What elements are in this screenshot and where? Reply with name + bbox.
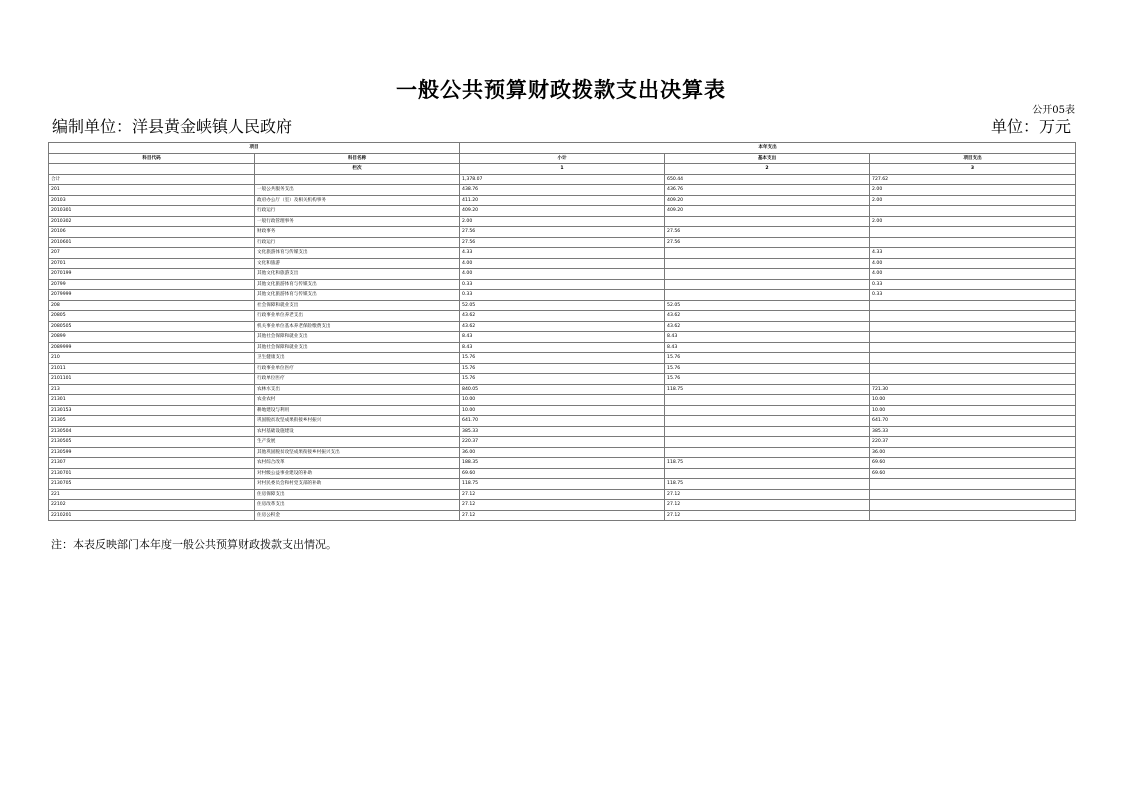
cell-project: 721.30 xyxy=(870,384,1076,395)
cell-project xyxy=(870,353,1076,364)
cell-name: 一般行政管理事务 xyxy=(255,216,460,227)
cell-code: 221 xyxy=(49,489,255,500)
cell-subtotal: 0.33 xyxy=(460,290,665,301)
cell-name: 卫生健康支出 xyxy=(255,353,460,364)
cell-basic: 52.05 xyxy=(665,300,870,311)
table-row xyxy=(49,237,1076,248)
header-code: 科目代码 xyxy=(49,153,255,164)
cell-basic xyxy=(665,395,870,406)
table-row xyxy=(49,227,1076,238)
cell-basic: 118.75 xyxy=(665,479,870,490)
cell-name xyxy=(255,174,460,185)
cell-basic: 27.12 xyxy=(665,510,870,521)
cell-code: 21307 xyxy=(49,458,255,469)
cell-subtotal: 27.12 xyxy=(460,500,665,511)
table-row xyxy=(49,206,1076,217)
cell-subtotal: 840.05 xyxy=(460,384,665,395)
cell-name: 财政事务 xyxy=(255,227,460,238)
cell-code: 20701 xyxy=(49,258,255,269)
cell-subtotal: 438.76 xyxy=(460,185,665,196)
cell-subtotal: 27.12 xyxy=(460,489,665,500)
cell-code: 208 xyxy=(49,300,255,311)
cell-name: 农林水支出 xyxy=(255,384,460,395)
cell-basic: 118.75 xyxy=(665,458,870,469)
header-subtotal: 小计 xyxy=(460,153,665,164)
cell-subtotal: 4.00 xyxy=(460,269,665,280)
cell-basic: 409.20 xyxy=(665,206,870,217)
cell-code: 2210201 xyxy=(49,510,255,521)
cell-subtotal: 36.00 xyxy=(460,447,665,458)
table-row xyxy=(49,353,1076,364)
header-basic: 基本支出 xyxy=(665,153,870,164)
cell-subtotal: 4.33 xyxy=(460,248,665,259)
table-row xyxy=(49,479,1076,490)
cell-subtotal: 409.20 xyxy=(460,206,665,217)
cell-subtotal: 220.37 xyxy=(460,437,665,448)
cell-code: 2130705 xyxy=(49,479,255,490)
cell-name: 政府办公厅（室）及相关机构事务 xyxy=(255,195,460,206)
cell-basic xyxy=(665,216,870,227)
header-col2: 2 xyxy=(665,164,870,175)
cell-project xyxy=(870,311,1076,322)
cell-name: 文化和旅游 xyxy=(255,258,460,269)
cell-code: 20106 xyxy=(49,227,255,238)
cell-code: 2130505 xyxy=(49,437,255,448)
header-column-label: 栏次 xyxy=(255,164,460,175)
cell-code: 2130504 xyxy=(49,426,255,437)
header-col3: 3 xyxy=(870,164,1076,175)
cell-subtotal: 641.70 xyxy=(460,416,665,427)
cell-name: 行政运行 xyxy=(255,237,460,248)
cell-code: 2130701 xyxy=(49,468,255,479)
table-row xyxy=(49,290,1076,301)
cell-subtotal: 10.00 xyxy=(460,395,665,406)
cell-basic xyxy=(665,447,870,458)
cell-subtotal: 27.12 xyxy=(460,510,665,521)
table-row xyxy=(49,258,1076,269)
cell-project: 36.00 xyxy=(870,447,1076,458)
cell-basic: 8.43 xyxy=(665,342,870,353)
cell-project: 2.00 xyxy=(870,185,1076,196)
cell-project: 10.00 xyxy=(870,405,1076,416)
table-row xyxy=(49,321,1076,332)
table-row xyxy=(49,426,1076,437)
cell-code: 22102 xyxy=(49,500,255,511)
cell-basic xyxy=(665,416,870,427)
cell-basic xyxy=(665,269,870,280)
cell-code: 2010301 xyxy=(49,206,255,217)
cell-basic xyxy=(665,258,870,269)
header-current-year: 本年支出 xyxy=(460,143,1076,154)
table-row xyxy=(49,405,1076,416)
table-row xyxy=(49,489,1076,500)
cell-name: 巩固脱贫攻坚成果衔接乡村振兴 xyxy=(255,416,460,427)
table-row xyxy=(49,468,1076,479)
cell-basic: 27.56 xyxy=(665,237,870,248)
cell-project: 0.33 xyxy=(870,290,1076,301)
cell-name: 行政单位医疗 xyxy=(255,374,460,385)
cell-basic: 15.76 xyxy=(665,353,870,364)
table-row xyxy=(49,342,1076,353)
cell-basic xyxy=(665,468,870,479)
cell-code: 2089999 xyxy=(49,342,255,353)
cell-code: 2080505 xyxy=(49,321,255,332)
cell-subtotal: 43.62 xyxy=(460,311,665,322)
cell-project xyxy=(870,206,1076,217)
cell-subtotal: 1,378.07 xyxy=(460,174,665,185)
footnote: 注：本表反映部门本年度一般公共预算财政拨款支出情况。 xyxy=(51,538,337,551)
cell-name: 农村基础设施建设 xyxy=(255,426,460,437)
cell-name: 社会保障和就业支出 xyxy=(255,300,460,311)
cell-code: 20799 xyxy=(49,279,255,290)
cell-project: 727.62 xyxy=(870,174,1076,185)
cell-project xyxy=(870,237,1076,248)
cell-subtotal: 2.00 xyxy=(460,216,665,227)
cell-basic xyxy=(665,405,870,416)
cell-name: 农业农村 xyxy=(255,395,460,406)
cell-subtotal: 27.56 xyxy=(460,237,665,248)
currency-unit: 单位：万元 xyxy=(990,117,1071,136)
cell-basic: 8.43 xyxy=(665,332,870,343)
cell-subtotal: 15.76 xyxy=(460,374,665,385)
cell-subtotal: 69.60 xyxy=(460,468,665,479)
cell-basic: 27.56 xyxy=(665,227,870,238)
cell-project: 385.33 xyxy=(870,426,1076,437)
table-row xyxy=(49,447,1076,458)
cell-code: 2010601 xyxy=(49,237,255,248)
cell-subtotal: 43.62 xyxy=(460,321,665,332)
cell-basic: 650.44 xyxy=(665,174,870,185)
cell-name: 其他巩固脱贫攻坚成果衔接乡村振兴支出 xyxy=(255,447,460,458)
cell-basic xyxy=(665,437,870,448)
cell-name: 生产发展 xyxy=(255,437,460,448)
cell-code: 20103 xyxy=(49,195,255,206)
cell-subtotal: 0.33 xyxy=(460,279,665,290)
header-blank xyxy=(49,164,255,175)
cell-code: 21301 xyxy=(49,395,255,406)
cell-subtotal: 10.00 xyxy=(460,405,665,416)
table-row xyxy=(49,363,1076,374)
cell-basic xyxy=(665,279,870,290)
cell-project xyxy=(870,374,1076,385)
cell-subtotal: 52.05 xyxy=(460,300,665,311)
cell-project: 641.70 xyxy=(870,416,1076,427)
cell-name: 行政事业单位医疗 xyxy=(255,363,460,374)
cell-name: 行政运行 xyxy=(255,206,460,217)
cell-basic xyxy=(665,248,870,259)
cell-code: 20899 xyxy=(49,332,255,343)
cell-subtotal: 15.76 xyxy=(460,363,665,374)
table-row xyxy=(49,500,1076,511)
cell-project: 4.00 xyxy=(870,269,1076,280)
table-row xyxy=(49,174,1076,185)
cell-project: 0.33 xyxy=(870,279,1076,290)
cell-basic: 409.20 xyxy=(665,195,870,206)
table-row xyxy=(49,185,1076,196)
cell-project xyxy=(870,332,1076,343)
table-row xyxy=(49,216,1076,227)
cell-code: 2070199 xyxy=(49,269,255,280)
cell-code: 20805 xyxy=(49,311,255,322)
cell-name: 其他社会保障和就业支出 xyxy=(255,332,460,343)
header-row-3 xyxy=(49,164,1076,175)
cell-name: 其他社会保障和就业支出 xyxy=(255,342,460,353)
cell-code: 合计 xyxy=(49,174,255,185)
cell-project xyxy=(870,500,1076,511)
cell-basic xyxy=(665,426,870,437)
cell-code: 2010302 xyxy=(49,216,255,227)
cell-basic: 15.76 xyxy=(665,363,870,374)
cell-project: 69.60 xyxy=(870,458,1076,469)
cell-basic xyxy=(665,290,870,301)
cell-name: 住房改革支出 xyxy=(255,500,460,511)
table-row xyxy=(49,248,1076,259)
expenditure-table xyxy=(48,142,1076,521)
cell-code: 21305 xyxy=(49,416,255,427)
table-row xyxy=(49,384,1076,395)
cell-name: 对村民委员会和村党支部的补助 xyxy=(255,479,460,490)
cell-name: 其他文化旅游体育与传媒支出 xyxy=(255,290,460,301)
cell-basic: 27.12 xyxy=(665,500,870,511)
cell-subtotal: 8.43 xyxy=(460,342,665,353)
cell-name: 其他文化和旅游支出 xyxy=(255,269,460,280)
table-row xyxy=(49,300,1076,311)
header-row-2 xyxy=(49,153,1076,164)
header-col1: 1 xyxy=(460,164,665,175)
cell-name: 一般公共服务支出 xyxy=(255,185,460,196)
table-row xyxy=(49,332,1076,343)
cell-basic: 43.62 xyxy=(665,321,870,332)
table-row xyxy=(49,195,1076,206)
table-row xyxy=(49,311,1076,322)
cell-code: 2130153 xyxy=(49,405,255,416)
cell-name: 耕地建设与利用 xyxy=(255,405,460,416)
cell-project xyxy=(870,321,1076,332)
cell-project xyxy=(870,479,1076,490)
cell-code: 207 xyxy=(49,248,255,259)
cell-name: 对村级公益事业建设的补助 xyxy=(255,468,460,479)
header-row-1 xyxy=(49,143,1076,154)
cell-subtotal: 118.75 xyxy=(460,479,665,490)
cell-code: 21011 xyxy=(49,363,255,374)
cell-subtotal: 188.35 xyxy=(460,458,665,469)
cell-name: 其他文化旅游体育与传媒支出 xyxy=(255,279,460,290)
cell-project: 69.60 xyxy=(870,468,1076,479)
cell-subtotal: 15.76 xyxy=(460,353,665,364)
header-name: 科目名称 xyxy=(255,153,460,164)
cell-name: 住房公积金 xyxy=(255,510,460,521)
cell-subtotal: 411.20 xyxy=(460,195,665,206)
cell-project: 2.00 xyxy=(870,216,1076,227)
cell-subtotal: 385.33 xyxy=(460,426,665,437)
header-project: 项目 xyxy=(49,143,460,154)
header-project-exp: 项目支出 xyxy=(870,153,1076,164)
cell-name: 文化旅游体育与传媒支出 xyxy=(255,248,460,259)
cell-name: 农村综合改革 xyxy=(255,458,460,469)
cell-basic: 27.12 xyxy=(665,489,870,500)
table-row xyxy=(49,279,1076,290)
cell-name: 住房保障支出 xyxy=(255,489,460,500)
table-row xyxy=(49,269,1076,280)
compiling-unit: 编制单位：洋县黄金峡镇人民政府 xyxy=(52,117,293,136)
cell-code: 210 xyxy=(49,353,255,364)
table-row xyxy=(49,416,1076,427)
cell-basic: 43.62 xyxy=(665,311,870,322)
cell-subtotal: 27.56 xyxy=(460,227,665,238)
cell-name: 机关事业单位基本养老保险缴费支出 xyxy=(255,321,460,332)
table-row xyxy=(49,374,1076,385)
form-number: 公开05表 xyxy=(1032,105,1075,116)
cell-code: 2079999 xyxy=(49,290,255,301)
cell-project: 220.37 xyxy=(870,437,1076,448)
cell-code: 2130599 xyxy=(49,447,255,458)
cell-project xyxy=(870,300,1076,311)
cell-project: 10.00 xyxy=(870,395,1076,406)
table-body xyxy=(49,174,1076,521)
cell-subtotal: 4.00 xyxy=(460,258,665,269)
cell-project: 4.00 xyxy=(870,258,1076,269)
cell-project xyxy=(870,363,1076,374)
cell-basic: 118.75 xyxy=(665,384,870,395)
table-row xyxy=(49,458,1076,469)
cell-basic: 15.76 xyxy=(665,374,870,385)
cell-name: 行政事业单位养老支出 xyxy=(255,311,460,322)
cell-project xyxy=(870,227,1076,238)
cell-project: 2.00 xyxy=(870,195,1076,206)
cell-basic: 436.76 xyxy=(665,185,870,196)
table-row xyxy=(49,510,1076,521)
page-title: 一般公共预算财政拨款支出决算表 xyxy=(396,77,726,102)
cell-project xyxy=(870,342,1076,353)
cell-subtotal: 8.43 xyxy=(460,332,665,343)
cell-project xyxy=(870,489,1076,500)
cell-code: 213 xyxy=(49,384,255,395)
cell-code: 2101101 xyxy=(49,374,255,385)
table-row xyxy=(49,437,1076,448)
cell-code: 201 xyxy=(49,185,255,196)
cell-project: 4.33 xyxy=(870,248,1076,259)
cell-project xyxy=(870,510,1076,521)
table-row xyxy=(49,395,1076,406)
